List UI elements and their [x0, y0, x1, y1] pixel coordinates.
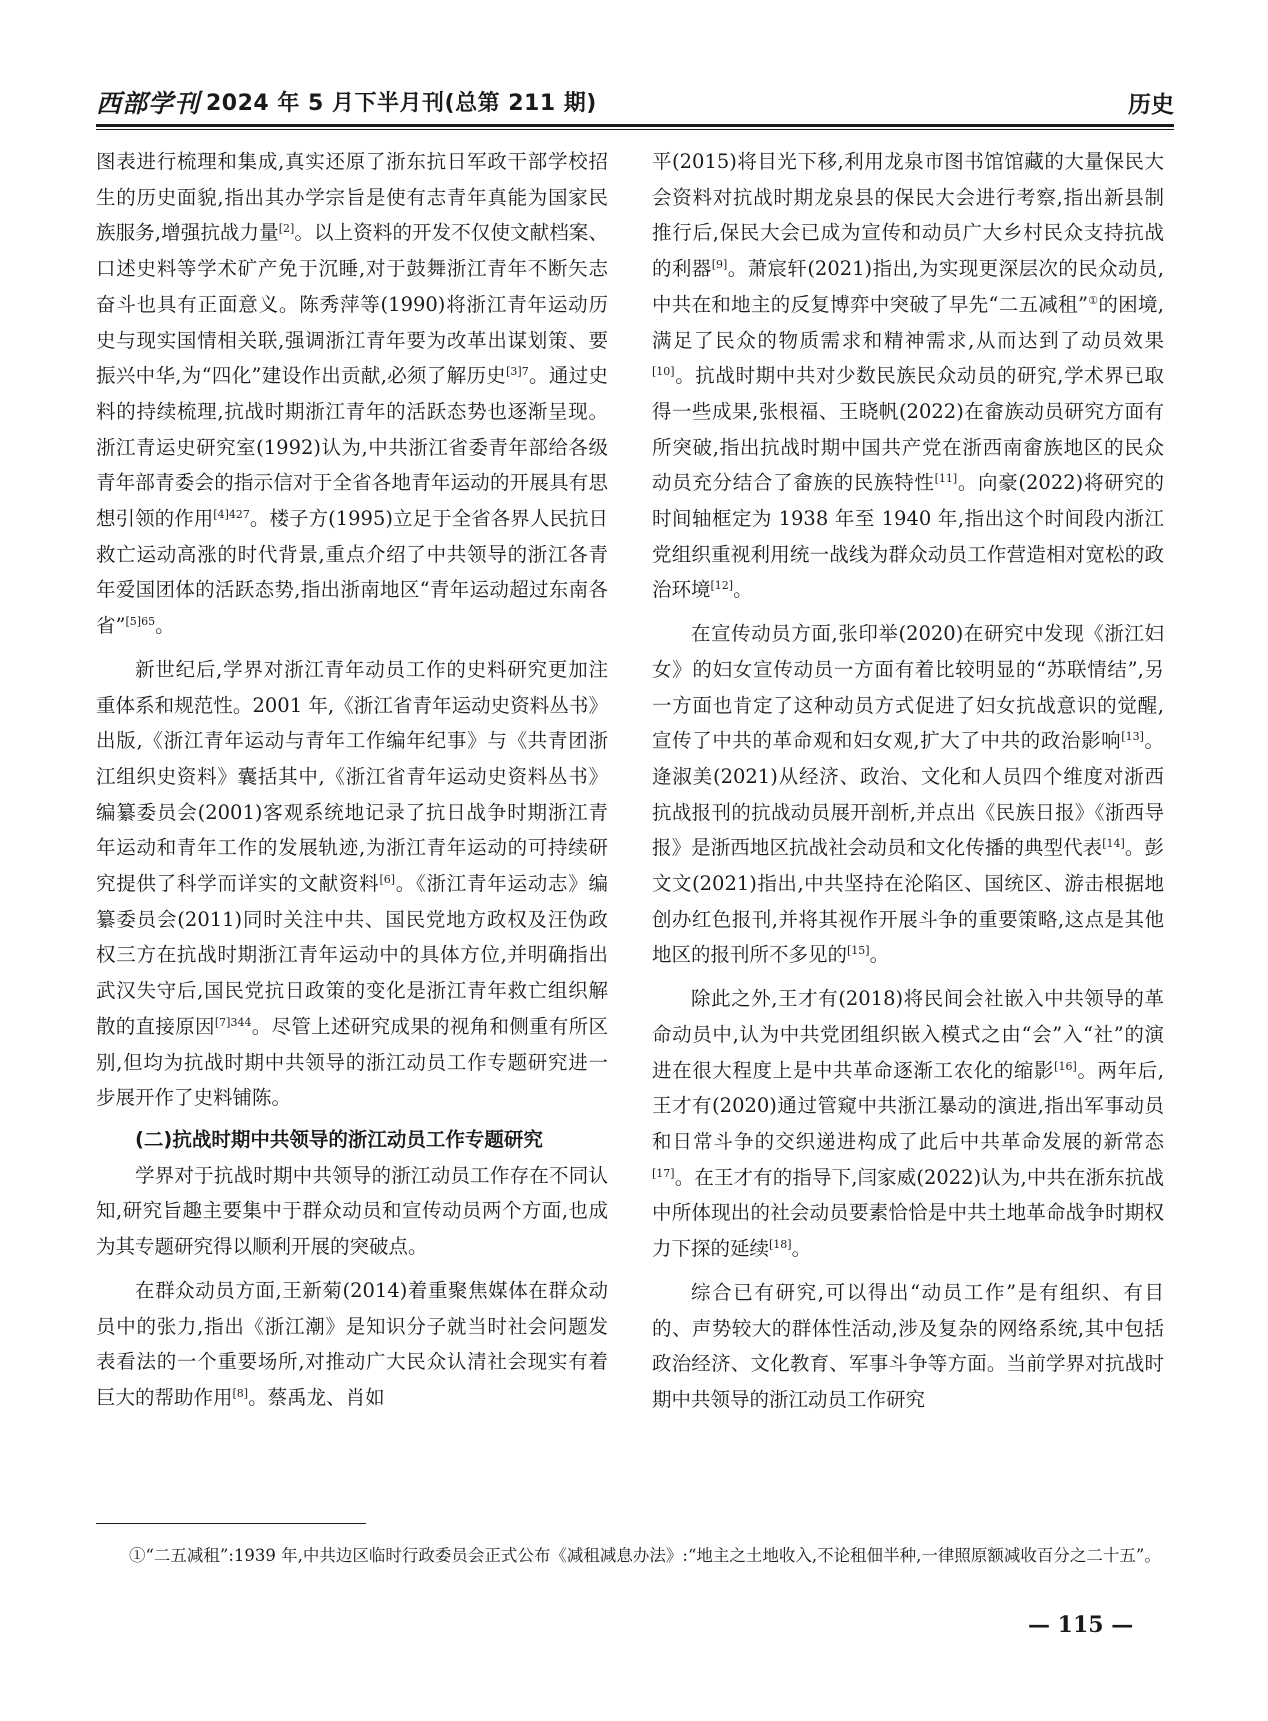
citation: [7]344 [214, 1015, 252, 1029]
citation: [9] [711, 258, 728, 272]
paragraph: 新世纪后,学界对浙江青年动员工作的史料研究更加注重体系和规范性。2001 年,《浙江省青年运动史资料丛书》出版,《浙江青年运动与青年工作编年纪事》与《共青团浙江组织史资料》囊括其中,《浙江省青年运动史资料丛书》编纂委员会(2001)客观系统地记录了抗日战争时期浙江青年运动和青年工作的发展轨迹,为浙江青年运动的可持续研究提供了科学而详实的文献资料[6]。《浙江青年运动志》编纂委员会(2011)同时关注中共、国民党地方政权及汪伪政权三方在抗战时期浙江青年运动中的具体方位,并明确指出武汉失守后,国民党抗日政策的变化是浙江青年救亡组织解散的直接原因$^{[7]344}$。尽管上述研究成果的视角和侧重有所区别,但均为抗战时期中共领导的浙江动员工作专题研究进一步展开作了史料铺陈。 [96, 657, 608, 1110]
page-number: — 115 — [1028, 1612, 1134, 1638]
paragraph: 除此之外,王才有(2018)将民间会社嵌入中共领导的革命动员中,认为中共党团组织嵌入模式之由“会”入“社”的演进在很大程度上是中共革命逐渐工农化的缩影[16]。两年后,王才有(2020)通过管窥中共浙江暴动的演进,指出军事动员和日常斗争的交织递进构成了此后中共革命发展的新常态[17]。在王才有的指导下,闫家威(2022)认为,中共在浙东抗战中所体现出的社会动员要素恰恰是中共土地革命战争时期权力下探的延续[18]。 [652, 987, 1164, 1261]
footnote-marker: ① [1087, 293, 1099, 307]
footnote: ①“二五减租”:1939 年,中共边区临时行政委员会正式公布《减租减息办法》:“地主之土地收入,不论租佃半种,一律照原额减收百分之二十五”。 [129, 1546, 1161, 1565]
citation: [10] [652, 365, 675, 379]
section-label: 历史 [1128, 92, 1174, 118]
citation: [17] [652, 1166, 675, 1180]
issue-info: 2024 年 5 月下半月刊(总第 211 期) [206, 91, 597, 116]
paragraph: 图表进行梳理和集成,真实还原了浙东抗日军政干部学校招生的历史面貌,指出其办学宗旨是使有志青年真能为国家民族服务,增强抗战力量[2]。以上资料的开发不仅使文献档案、口述史料等学术矿产免于沉睡,对于鼓舞浙江青年不断矢志奋斗也具有正面意义。陈秀萍等(1990)将浙江青年运动历史与现实国情相关联,强调浙江青年要为改革出谋划策、要振兴中华,为“四化”建设作出贡献,必须了解历史$^{[3]7}$。通过史料的持续梳理,抗战时期浙江青年的活跃态势也逐渐呈现。浙江青运史研究室(1992)认为,中共浙江省委青年部给各级青年部青委会的指示信对于全省各地青年运动的开展具有思想引领的作用$^{[4]427}$。楼子方(1995)立足于全省各界人民抗日救亡运动高涨的时代背景,重点介绍了中共领导的浙江各青年爱国团体的活跃态势,指出浙南地区“青年运动超过东南各省”$^{[5]65}$。 [96, 150, 608, 638]
citation: [6] [379, 873, 396, 887]
citation: [3]7 [506, 365, 529, 379]
paragraph: 学界对于抗战时期中共领导的浙江动员工作存在不同认知,研究旨趣主要集中于群众动员和宣传动员两个方面,也成为其专题研究得以顺利开展的突破点。 [96, 1163, 608, 1259]
citation: [13] [1121, 730, 1144, 744]
paragraph: 在宣传动员方面,张印举(2020)在研究中发现《浙江妇女》的妇女宣传动员一方面有着比较明显的“苏联情结”,另一方面也肯定了这种动员方式促进了妇女抗战意识的觉醒,宣传了中共的革命观和妇女观,扩大了中共的政治影响[13]。逄淑美(2021)从经济、政治、文化和人员四个维度对浙西抗战报刊的抗战动员展开剖析,并点出《民族日报》《浙西导报》是浙西地区抗战社会动员和文化传播的典型代表[14]。彭文文(2021)指出,中共坚持在沦陷区、国统区、游击根据地创办红色报刊,并将其视作开展斗争的重要策略,这点是其他地区的报刊所不多见的[15]。 [652, 622, 1164, 967]
paragraph: 在群众动员方面,王新菊(2014)着重聚焦媒体在群众动员中的张力,指出《浙江潮》是知识分子就当时社会问题发表看法的一个重要场所,对推动广大民众认清社会现实有着巨大的帮助作用[8]。蔡禹龙、肖如 [96, 1278, 608, 1409]
paragraph: 综合已有研究,可以得出“动员工作”是有组织、有目的、声势较大的群体性活动,涉及复杂的网络系统,其中包括政治经济、文化教育、军事斗争等方面。当前学界对抗战时期中共领导的浙江动员工作研究 [652, 1280, 1164, 1411]
citation: [15] [847, 944, 870, 958]
journal-name: 西部学刊 [96, 89, 201, 118]
left-column [96, 144, 608, 1416]
citation: [8] [232, 1386, 249, 1400]
citation: [4]427 [213, 508, 250, 522]
citation: [14] [1102, 837, 1125, 851]
citation: [5]65 [125, 615, 156, 629]
section-heading: (二)抗战时期中共领导的浙江动员工作专题研究 [135, 1127, 543, 1151]
citation: [11] [934, 472, 958, 486]
header-rule-thin [96, 129, 1174, 130]
header-rule [96, 124, 1174, 127]
citation: [12] [710, 579, 734, 593]
paragraph: 平(2015)将目光下移,利用龙泉市图书馆馆藏的大量保民大会资料对抗战时期龙泉县的保民大会进行考察,指出新县制推行后,保民大会已成为宣传和动员广大乡村民众支持抗战的利器[9]。萧宸轩(2021)指出,为实现更深层次的民众动员,中共在和地主的反复博弈中突破了早先“二五减租”①的困境,满足了民众的物质需求和精神需求,从而达到了动员效果[10]。抗战时期中共对少数民族民众动员的研究,学术界已取得一些成果,张根福、王晓帆(2022)在畲族动员研究方面有所突破,指出抗战时期中国共产党在浙西南畲族地区的民众动员充分结合了畲族的民族特性[11]。向豪(2022)将研究的时间轴框定为 1938 年至 1940 年,指出这个时间段内浙江党组织重视利用统一战线为群众动员工作营造相对宽松的政治环境[12]。 [652, 150, 1164, 602]
citation: [18] [769, 1238, 792, 1252]
footnote-rule [96, 1523, 366, 1524]
citation: [16] [1054, 1059, 1077, 1073]
citation: [2] [278, 222, 295, 236]
page-header [96, 82, 1174, 122]
right-column [652, 144, 1164, 1418]
